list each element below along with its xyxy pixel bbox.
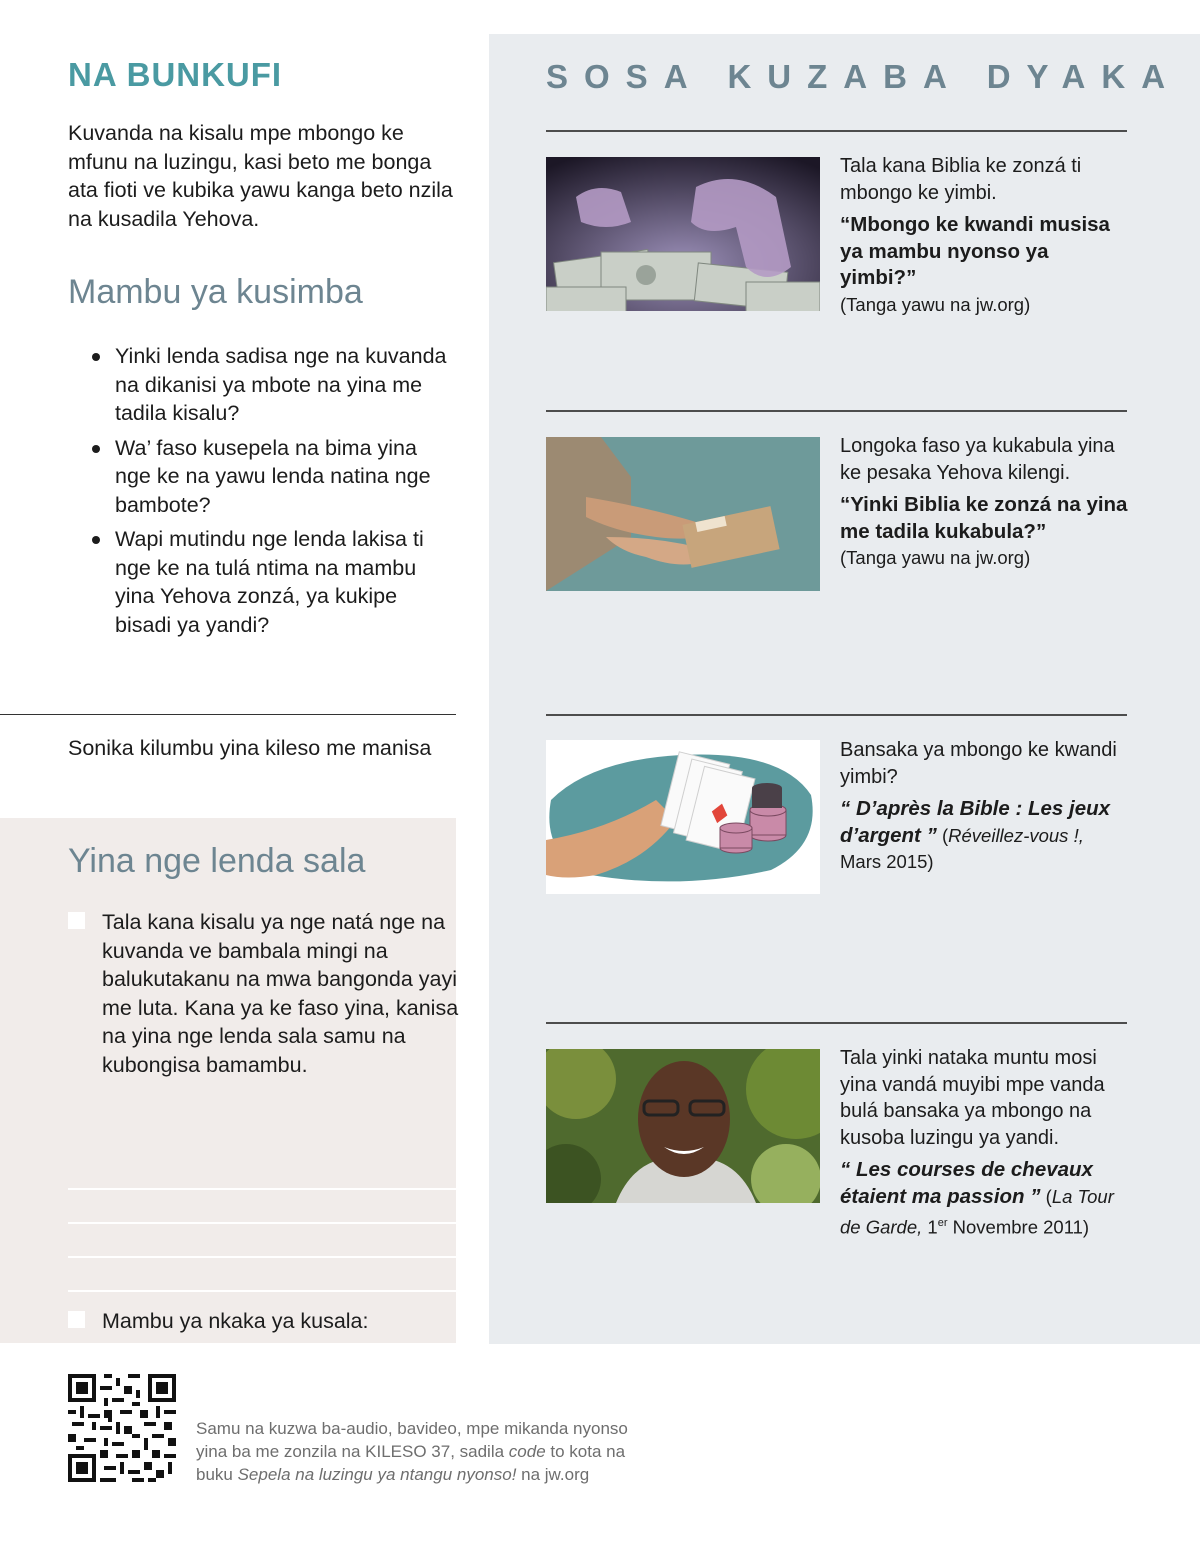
ordinal-suffix: er <box>937 1217 948 1229</box>
book-title: Sepela na luzingu ya ntangu nyonso! <box>237 1465 517 1484</box>
article-title-link[interactable]: “Mbongo ke kwandi musisa ya mambu nyonso ya yimbi?” <box>840 213 1110 289</box>
list-item: Wapi mutindu nge lenda lakisa ti nge ke na tulá ntima na mambu yina Yehova zonzá, ya kukipe bisadi ya yandi? <box>92 525 454 639</box>
section-divider <box>0 714 456 715</box>
checkbox[interactable] <box>68 912 85 929</box>
further-reading-title: SOSA KUZABA DYAKA <box>546 58 1182 95</box>
prayer-note: Sonika kilumbu yina kileso me manisa <box>68 736 432 760</box>
card-divider <box>546 130 1127 132</box>
card-divider <box>546 714 1127 716</box>
action-item <box>68 908 472 1079</box>
footer-line <box>196 1463 756 1486</box>
reading-card-3 <box>840 737 1130 876</box>
smiling-man-image <box>546 1049 820 1203</box>
footer-code-word: code <box>508 1442 546 1461</box>
footer-line: Samu na kuzwa ba-audio, bavideo, mpe mikanda nyonso <box>196 1419 628 1438</box>
article-source: (Tanga yawu na jw.org) <box>840 293 1031 315</box>
footer-text-part: to kota na <box>545 1442 626 1461</box>
card-divider <box>546 410 1127 412</box>
writing-line[interactable] <box>68 1290 456 1292</box>
article-source-open: ( <box>1040 1185 1052 1207</box>
gift-package-image <box>546 437 820 591</box>
footer-note <box>196 1417 756 1486</box>
article-source-date: Novembre 2011) <box>947 1216 1090 1238</box>
playing-cards-chips-image <box>546 740 820 894</box>
article-title-link[interactable]: “ Les courses de chevaux étaient ma passion ” <box>840 1158 1093 1208</box>
intro-paragraph: Kuvanda na kisalu mpe mbongo ke mfunu na luzingu, kasi beto me bonga ata fioti ve kubika yawu kanga beto nzila na kusadila Yehova. <box>68 121 453 231</box>
article-source-date: Mars 2015) <box>840 851 934 872</box>
writing-line[interactable] <box>68 1222 456 1224</box>
reflection-questions <box>92 342 454 645</box>
card-divider <box>546 1022 1127 1024</box>
magazine-name: La Tour de Garde, <box>840 1185 1114 1238</box>
card-intro: Longoka faso ya kukabula yina ke pesaka Yehova kilengi. <box>840 435 1115 484</box>
article-source-open: ( <box>936 824 949 846</box>
article-title-link[interactable]: “Yinki Biblia ke zonzá na yina me tadila kukabula?” <box>840 493 1128 543</box>
magazine-name: Réveillez-vous !, <box>948 824 1084 846</box>
reading-card-1 <box>840 153 1130 318</box>
writing-line[interactable] <box>68 1188 456 1190</box>
footer-text-part: yina ba me zonzila na KILESO 37, sadila <box>196 1442 509 1461</box>
reflect-heading: Mambu ya kusimba <box>68 273 363 311</box>
money-hands-image <box>546 157 820 311</box>
footer-text-part: buku <box>196 1465 238 1484</box>
section-title: NA BUNKUFI <box>68 56 283 93</box>
list-item: Yinki lenda sadisa nge na kuvanda na dikanisi ya mbote na yina me tadila kisalu? <box>92 342 454 428</box>
footer-line <box>196 1440 756 1463</box>
reading-card-2 <box>840 433 1130 572</box>
list-item: Wa’ faso kusepela na bima yina nge ke na yawu lenda natina nge bambote? <box>92 434 454 520</box>
article-source: (Tanga yawu na jw.org) <box>840 547 1031 568</box>
action-item-text: Mambu ya nkaka ya kusala: <box>102 1309 369 1333</box>
reading-card-4 <box>840 1045 1130 1241</box>
action-item <box>68 1307 472 1336</box>
action-heading: Yina nge lenda sala <box>68 842 366 880</box>
card-intro: Tala yinki nataka muntu mosi yina vandá muyibi mpe vanda bulá bansaka ya mbongo na kusoba luzingu ya yandi. <box>840 1047 1105 1149</box>
card-intro: Bansaka ya mbongo ke kwandi yimbi? <box>840 739 1117 788</box>
action-panel <box>0 818 459 1343</box>
action-item-text: Tala kana kisalu ya nge natá nge na kuvanda ve bambala mingi na balukutakanu na mwa bangonda yayi me luta. Kana ya ke faso yina, kanisa na yina nge lenda sala samu na kubongisa bamambu. <box>102 910 459 1077</box>
writing-line[interactable] <box>68 1256 456 1258</box>
article-title-link[interactable]: “ D’après la Bible : Les jeux d’argent ” <box>840 797 1111 847</box>
article-source-day: 1 <box>922 1216 938 1238</box>
checkbox[interactable] <box>68 1311 85 1328</box>
card-intro: Tala kana Biblia ke zonzá ti mbongo ke yimbi. <box>840 155 1082 204</box>
qr-code[interactable] <box>68 1374 176 1482</box>
footer-text-part: na jw.org <box>516 1465 590 1484</box>
